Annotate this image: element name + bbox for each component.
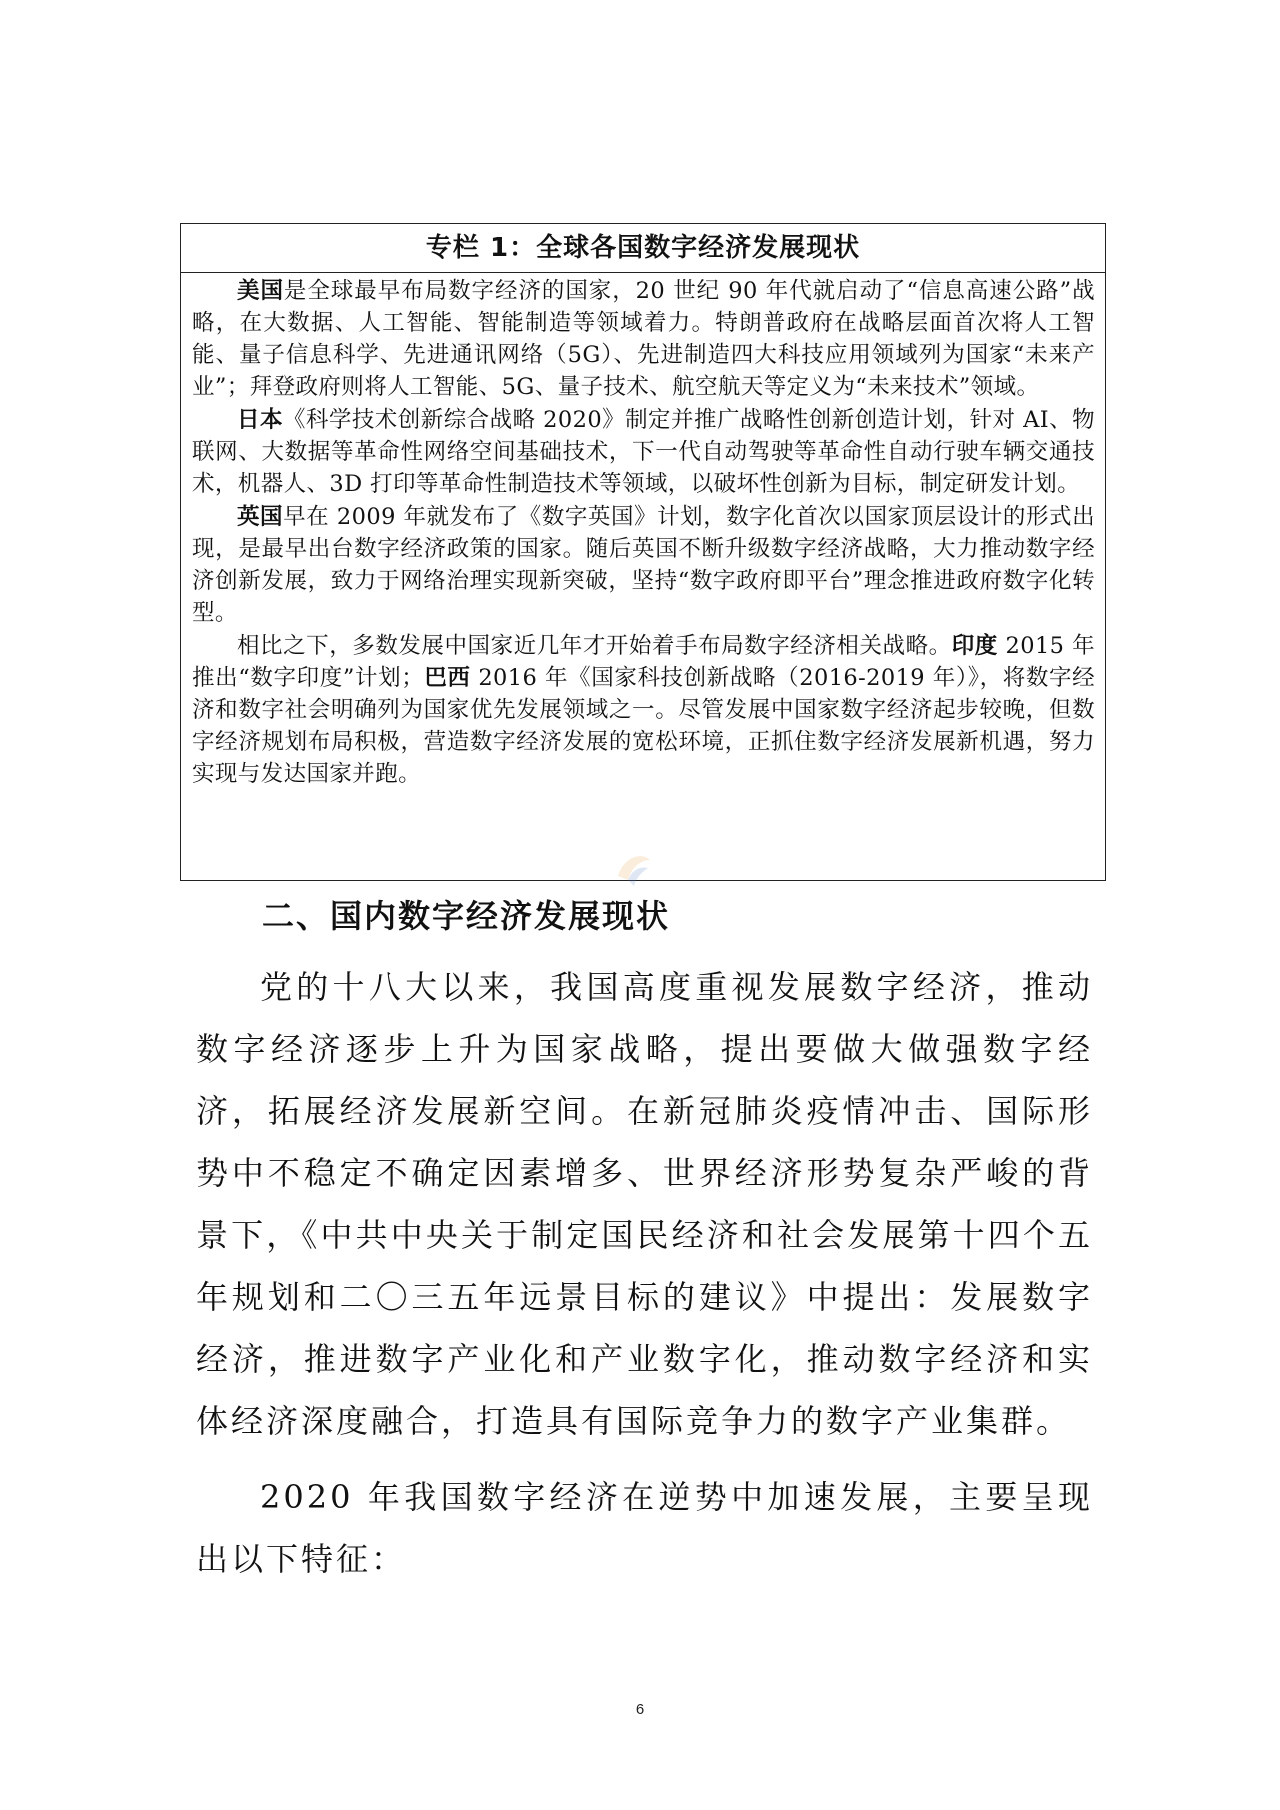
sidebar-paragraph-uk: [192, 501, 1095, 629]
country-japan: 日本: [237, 407, 283, 433]
country-india: 印度: [951, 633, 998, 659]
sidebar-body: [181, 273, 1105, 790]
sidebar-paragraph-text: 《科学技术创新综合战略 2020》制定并推广战略性创新创造计划，针对 AI、物联网、大数据等革命性网络空间基础技术，下一代自动驾驶等革命性自动行驶车辆交通技术，机器人、3D 打印等革命性制造技术等领域，以破坏性创新为目标，制定研发计划。: [192, 407, 1095, 497]
watermark-icon: [612, 846, 654, 888]
sidebar-text: 2016 年《国家科技创新战略（2016-2019 年）》，将数字经济和数字社会明确列为国家优先发展领域之一。尽管发展中国家数字经济起步较晚，但数字经济规划布局积极，营造数字经济发展的宽松环境，正抓住数字经济发展新机遇，努力实现与发达国家并跑。: [192, 665, 1095, 787]
sidebar-paragraph-text: 是全球最早布局数字经济的国家，20 世纪 90 年代就启动了“信息高速公路”战略，在大数据、人工智能、智能制造等领域着力。特朗普政府在战略层面首次将人工智能、量子信息科学、先进通讯网络（5G）、先进制造四大科技应用领域列为国家“未来产业”；拜登政府则将人工智能、5G、量子技术、航空航天等定义为“未来技术”领域。: [192, 278, 1095, 400]
sidebar-box: [180, 223, 1106, 881]
main-text: [196, 956, 1093, 1590]
country-brazil: 巴西: [424, 665, 471, 691]
sidebar-paragraph-usa: [192, 275, 1095, 403]
body-paragraph: 2020 年我国数字经济在逆势中加速发展，主要呈现出以下特征：: [196, 1478, 1093, 1578]
country-uk: 英国: [237, 504, 284, 530]
body-paragraph: 党的十八大以来，我国高度重视发展数字经济，推动数字经济逐步上升为国家战略，提出要做大做强数字经济，拓展经济发展新空间。在新冠肺炎疫情冲击、国际形势中不稳定不确定因素增多、世界经济形势复杂严峻的背景下，《中共中央关于制定国民经济和社会发展第十四个五年规划和二〇三五年远景目标的建议》中提出：发展数字经济，推进数字产业化和产业数字化，推动数字经济和实体经济深度融合，打造具有国际竞争力的数字产业集群。: [196, 968, 1093, 1440]
sidebar-paragraph-text: 早在 2009 年就发布了《数字英国》计划，数字化首次以国家顶层设计的形式出现，是最早出台数字经济政策的国家。随后英国不断升级数字经济战略，大力推动数字经济创新发展，致力于网络治理实现新突破，坚持“数字政府即平台”理念推进政府数字化转型。: [192, 504, 1095, 626]
country-usa: 美国: [237, 278, 284, 304]
section-heading: 二、国内数字经济发展现状: [262, 897, 671, 935]
sidebar-text: 相比之下，多数发展中国家近几年才开始着手布局数字经济相关战略。: [237, 633, 952, 659]
sidebar-text: 2015 年推出“数字印度”计划；: [192, 633, 1095, 691]
sidebar-title: 专栏 1：全球各国数字经济发展现状: [181, 224, 1105, 273]
sidebar-paragraph-japan: [192, 404, 1095, 500]
page-number: 6: [635, 1701, 645, 1718]
sidebar-paragraph-developing: [192, 630, 1095, 790]
